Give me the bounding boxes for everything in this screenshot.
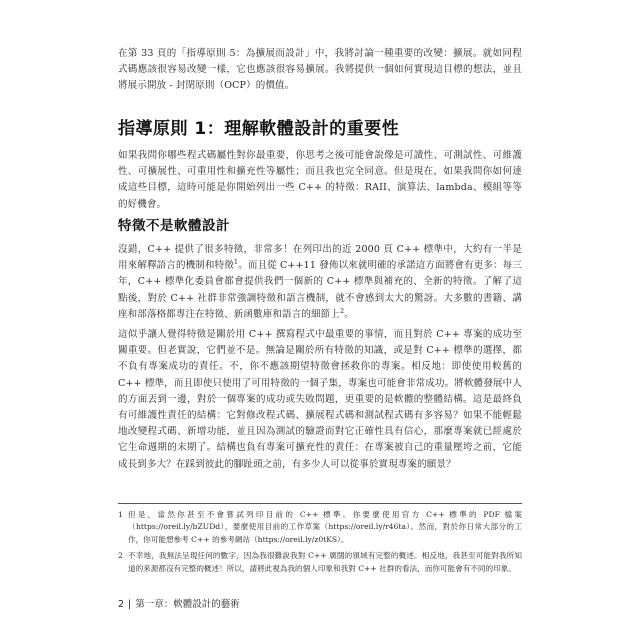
para1-text-b: 。而且從 C++11 發佈以來就明確的承諾這方面將會有更多：每三年，C++ 標準化委員會都會提供我們一個新的 C++ 標準與補充的、全新的特徵。了解了這點後，對於 C++ 社群非常強調特徵和語言機制，就不會感到太大的驚訝。大多數的書籍、講座和部落格都專注在特徵、新函數庫和語言的細節上 bbox=[118, 260, 522, 320]
subsection-heading-features: 特徵不是軟體設計 bbox=[118, 218, 230, 234]
chapter-title: 第一章：軟體設計的藝術 bbox=[135, 599, 240, 610]
section1-paragraph-block bbox=[118, 148, 522, 213]
footnote-number: 1 bbox=[118, 510, 123, 519]
intro-paragraph: 在第 33 頁的「指導原則 5：為擴展而設計」中，我將討論一種重要的改變：擴展。就如同程式碼應該很容易改變一樣，它也應該很容易擴展。我將提供一個如何實現這目標的想法，並且將展示開放 - 封閉原則（OCP）的價值。 bbox=[118, 48, 522, 92]
intro-paragraph-block bbox=[118, 46, 522, 95]
section2-heading-block bbox=[118, 217, 522, 235]
footnote-divider bbox=[118, 503, 522, 504]
section1-paragraph: 如果我問你哪些程式碼屬性對你最重要，你思考之後可能會說像是可讀性、可測試性、可維護性、可擴展性、可重用性和擴充性等屬性；而且我也完全同意。但是現在，如果我問你如何達成這些目標，這時可能是你開始列出一些 C++ 的特徵：RAII、演算法、lambda、模組等等的好機會。 bbox=[118, 150, 522, 210]
footnote-number: 2 bbox=[118, 551, 123, 561]
section2-paragraph-2: 這似乎讓人覺得特徵是關於用 C++ 撰寫程式中最重要的事情，而且對於 C++ 專案的成功至關重要。但老實說，它們並不是。無論是關於所有特徵的知識，或是對 C++ 標準的選擇，都不負有專案成功的責任。不，你不應該期望特徵會拯救你的專案。相反地：即使使用較舊的 C++ 標準，而且即使只使用了可用特徵的一個子集，專案也可能會非常成功。將軟體發展中人的方面丟到一邊，對於一個專案的成功或失敗問題，更重要的是軟體的整體結構。這是最終負有可維護性責任的結構：它對修改程式碼、擴展程式碼和測試程式碼有多容易？如果不能輕鬆地改變程式碼、新增功能，並且因為測試的驗證而對它正確性具有信心，那麼專案就已經處於它生命週期的末期了。結構也負有專案可擴充性的責任：在專案被自己的重量壓垮之前，它能成長到多大？在踩到彼此的腳趾頭之前，有多少人可以從事於實現專案的願景？ bbox=[118, 329, 522, 470]
footnote-ref-2[interactable]: 2 bbox=[339, 306, 345, 315]
section2-paragraph1-block bbox=[118, 242, 522, 323]
page-footer bbox=[118, 596, 240, 610]
footnote-text: 但是，當然你甚至不會嘗試列印目前的 C++ 標準。你要麼使用官方 C++ 標準的 PDF 檔案（https://oreil.ly/bZUDd），要麼使用目前的工作草案（https://oreil.ly/r46ta）。然而，對於你日常大部分的工作，你可能想參考 C++ 的參考網站（https://oreil.ly/z0tKS）。 bbox=[128, 510, 522, 544]
section2-paragraph2-block bbox=[118, 327, 522, 473]
section1-heading-block bbox=[118, 118, 522, 140]
footnote-text: 不幸地，我無法呈現任何的數字，因為我很難說我對 C++ 廣闊的領域有完整的概述。相反地，我甚至可能對我所知道的來源都沒有完整的概述！所以，請將此視為我的個人印象和我對 C++ 社群的看法，而你可能會有不同的印象。 bbox=[128, 551, 522, 573]
footnote-ref-1[interactable]: 1 bbox=[233, 258, 239, 267]
section-heading-guideline-1: 指導原則 1：理解軟體設計的重要性 bbox=[118, 119, 400, 139]
page-number: 2 bbox=[118, 599, 125, 610]
para1-text-c: 。 bbox=[344, 308, 354, 320]
section2-paragraph-1 bbox=[118, 242, 522, 323]
footnotes bbox=[118, 509, 522, 575]
footnote-1 bbox=[118, 509, 522, 546]
para1-text-a: 沒錯，C++ 提供了很多特徵，非常多！在列印出的近 2000 頁 C++ 標準中，大約有一半是用來解釋語言的機制和特徵 bbox=[118, 244, 522, 272]
footer-separator: | bbox=[128, 599, 132, 610]
footnote-2 bbox=[118, 550, 522, 575]
